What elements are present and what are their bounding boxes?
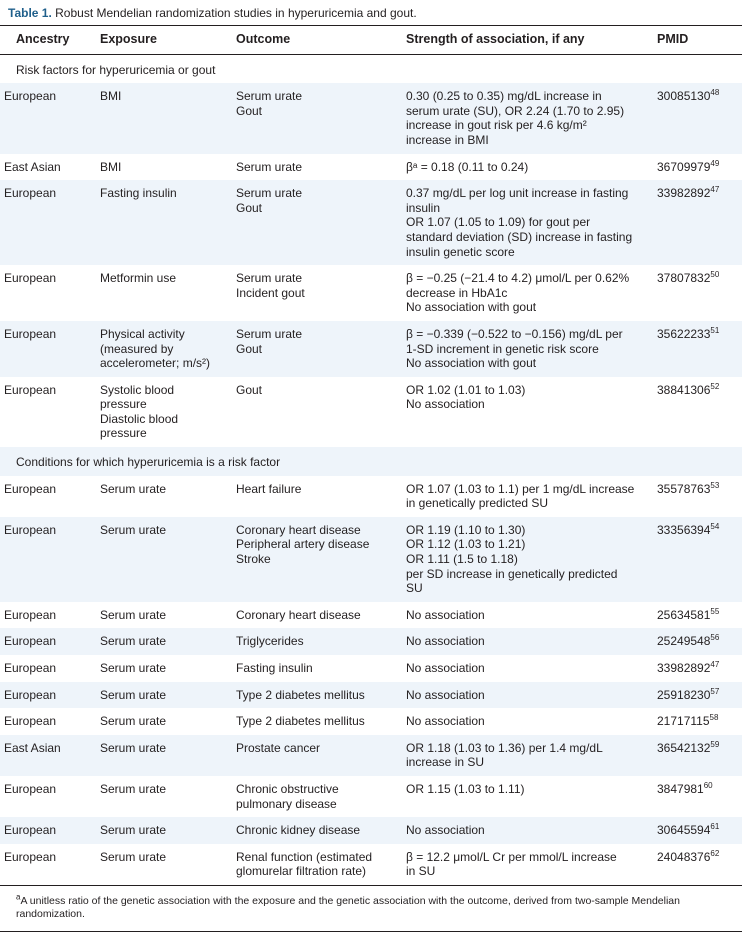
cell-outcome — [232, 817, 402, 844]
strength-line: No association — [406, 823, 485, 838]
strength-line: in SU — [406, 864, 436, 879]
strength-line: 0.37 mg/dL per log unit increase in fasting — [406, 186, 629, 201]
cell-strength — [402, 776, 653, 817]
cell-strength — [402, 682, 653, 709]
pmid-value: 33356394 — [657, 522, 711, 537]
table-body — [0, 54, 742, 885]
exposure-line: accelerometer; m/s²) — [100, 356, 211, 371]
table-footnote — [0, 885, 742, 932]
reference-number: 61 — [710, 822, 720, 832]
cell-outcome — [232, 83, 402, 153]
cell-exposure — [96, 265, 232, 321]
outcome-line: Renal function (estimated — [236, 849, 373, 864]
cell-strength — [402, 735, 653, 776]
pmid-value: 37807832 — [657, 271, 711, 286]
cell-outcome — [232, 476, 402, 517]
cell-ancestry: European — [4, 661, 57, 675]
cell-strength — [402, 476, 653, 517]
strength-line: No association — [406, 661, 485, 675]
strength-line: 0.30 (0.25 to 0.35) mg/dL increase in — [406, 89, 602, 104]
header-row — [0, 26, 742, 55]
strength-line: No association with gout — [406, 356, 537, 371]
reference-number: 49 — [710, 158, 720, 168]
cell-outcome — [232, 180, 402, 265]
exposure-line: Serum urate — [100, 607, 167, 622]
cell-strength — [402, 377, 653, 447]
cell-exposure — [96, 844, 232, 885]
outcome-line: Incident gout — [236, 285, 305, 300]
strength-line: β = −0.339 (−0.522 to −0.156) mg/dL per — [406, 326, 623, 341]
cell-pmid — [653, 180, 742, 265]
reference-number: 56 — [710, 633, 720, 643]
exposure-line: Metformin use — [100, 271, 177, 286]
footnote-text: A unitless ratio of the genetic association with the exposure and the genetic association with the outcome, derived from two-sample Mendelian randomization. — [16, 894, 680, 921]
exposure-line: Serum urate — [100, 740, 167, 755]
pmid-value: 38841306 — [657, 382, 711, 397]
outcome-line: Serum urate — [236, 89, 303, 104]
exposure-line: Serum urate — [100, 781, 167, 796]
exposure-line: Systolic blood — [100, 382, 175, 397]
pmid-value: 3847981 — [657, 781, 704, 796]
strength-line: per SD increase in genetically predicted — [406, 566, 618, 581]
cell-exposure — [96, 377, 232, 447]
pmid-value: 25634581 — [657, 607, 711, 622]
cell-exposure — [96, 817, 232, 844]
exposure-line: Serum urate — [100, 849, 167, 864]
cell-outcome — [232, 844, 402, 885]
table-row — [0, 180, 742, 265]
exposure-line: (measured by — [100, 341, 174, 356]
cell-outcome — [232, 321, 402, 377]
cell-exposure — [96, 682, 232, 709]
cell-pmid — [653, 83, 742, 153]
cell-strength — [402, 83, 653, 153]
cell-outcome — [232, 517, 402, 602]
outcome-line: Triglycerides — [236, 634, 304, 649]
strength-line: increase in SU — [406, 755, 485, 770]
strength-line: No association — [406, 634, 485, 649]
strength-line: OR 1.02 (1.01 to 1.03) — [406, 382, 526, 397]
pmid-value: 33982892 — [657, 661, 711, 675]
exposure-line: BMI — [100, 89, 122, 104]
reference-number: 54 — [710, 521, 720, 531]
reference-number: 59 — [710, 739, 720, 749]
table-row — [0, 655, 742, 682]
cell-strength — [402, 180, 653, 265]
section-row — [0, 447, 742, 476]
strength-line: OR 1.11 (1.5 to 1.18) — [406, 552, 518, 567]
cell-exposure — [96, 517, 232, 602]
cell-pmid — [653, 708, 742, 735]
cell-strength — [402, 321, 653, 377]
pmid-value: 30645594 — [657, 823, 711, 838]
cell-exposure — [96, 476, 232, 517]
strength-line: βᵃ = 0.18 (0.11 to 0.24) — [406, 159, 529, 174]
outcome-line: Serum urate — [236, 326, 303, 341]
cell-pmid — [653, 735, 742, 776]
reference-number: 52 — [710, 381, 720, 391]
table-row — [0, 321, 742, 377]
outcome-line: Gout — [236, 103, 263, 118]
header-pmid: PMID — [653, 26, 742, 55]
table-row — [0, 708, 742, 735]
strength-line: 1-SD increment in genetic risk score — [406, 341, 599, 356]
outcome-line: Serum urate — [236, 186, 303, 201]
table-row — [0, 735, 742, 776]
cell-pmid — [653, 817, 742, 844]
exposure-line: Diastolic blood — [100, 411, 179, 426]
reference-number: 53 — [710, 480, 720, 490]
cell-ancestry: European — [4, 607, 57, 622]
cell-pmid — [653, 476, 742, 517]
strength-line: No association — [406, 607, 485, 622]
table-row — [0, 844, 742, 885]
cell-exposure — [96, 708, 232, 735]
table-row — [0, 682, 742, 709]
outcome-line: Serum urate — [236, 271, 303, 286]
cell-pmid — [653, 265, 742, 321]
outcome-line: Fasting insulin — [236, 661, 313, 675]
reference-number: 47 — [710, 660, 720, 669]
strength-line: No association — [406, 687, 485, 702]
outcome-line: Prostate cancer — [236, 740, 321, 755]
strength-line: increase in gout risk per 4.6 kg/m² — [406, 118, 587, 133]
strength-line: OR 1.18 (1.03 to 1.36) per 1.4 mg/dL — [406, 740, 603, 755]
strength-line: increase in BMI — [406, 132, 489, 147]
cell-pmid — [653, 655, 742, 682]
cell-ancestry: European — [4, 271, 57, 286]
cell-pmid — [653, 517, 742, 602]
pmid-value: 36709979 — [657, 159, 711, 174]
table-row — [0, 517, 742, 602]
strength-line: serum urate (SU), OR 2.24 (1.70 to 2.95) — [406, 103, 625, 118]
table-row — [0, 265, 742, 321]
strength-line: in genetically predicted SU — [406, 496, 549, 511]
reference-number: 48 — [710, 88, 720, 98]
cell-ancestry: European — [0, 817, 96, 844]
exposure-line: Physical activity — [100, 326, 185, 341]
cell-ancestry: European — [4, 481, 57, 496]
cell-ancestry: European — [0, 180, 96, 265]
cell-strength — [402, 844, 653, 885]
table-row — [0, 83, 742, 153]
outcome-line: Type 2 diabetes mellitus — [236, 687, 365, 702]
strength-line: No association — [406, 397, 485, 412]
cell-strength — [402, 602, 653, 629]
cell-ancestry: European — [0, 628, 96, 655]
outcome-line: Peripheral artery disease — [236, 537, 370, 552]
cell-pmid — [653, 154, 742, 181]
table-row — [0, 377, 742, 447]
cell-exposure — [96, 655, 232, 682]
pmid-value: 33982892 — [657, 186, 711, 201]
exposure-line: Serum urate — [100, 714, 167, 729]
outcome-line: glomurelar filtration rate) — [236, 864, 367, 879]
strength-line: insulin genetic score — [406, 244, 515, 259]
header-exposure: Exposure — [96, 26, 232, 55]
pmid-value: 35622233 — [657, 326, 711, 341]
pmid-value: 30085130 — [657, 89, 711, 104]
exposure-line: Serum urate — [100, 522, 167, 537]
outcome-line: Heart failure — [236, 481, 302, 496]
reference-number: 57 — [710, 686, 720, 696]
cell-outcome — [232, 776, 402, 817]
exposure-line: Serum urate — [100, 661, 167, 675]
cell-exposure — [96, 602, 232, 629]
header-ancestry: Ancestry — [0, 26, 96, 55]
outcome-line: Gout — [236, 341, 263, 356]
cell-strength — [402, 708, 653, 735]
reference-number: 58 — [709, 713, 719, 723]
cell-pmid — [653, 776, 742, 817]
strength-line: No association — [406, 714, 485, 729]
cell-ancestry: European — [0, 682, 96, 709]
exposure-line: Serum urate — [100, 634, 167, 649]
pmid-value: 25918230 — [657, 687, 711, 702]
exposure-line: Serum urate — [100, 823, 167, 838]
table-caption — [0, 0, 749, 25]
exposure-line: Serum urate — [100, 481, 167, 496]
cell-ancestry: European — [4, 849, 57, 864]
outcome-line: Chronic kidney disease — [236, 823, 361, 838]
strength-line: OR 1.12 (1.03 to 1.21) — [406, 537, 526, 552]
cell-outcome — [232, 265, 402, 321]
strength-line: OR 1.19 (1.10 to 1.30) — [406, 522, 526, 537]
cell-strength — [402, 265, 653, 321]
outcome-line: Gout — [236, 200, 263, 215]
pmid-value: 25249548 — [657, 634, 711, 649]
table-label: Table 1. — [8, 6, 52, 20]
exposure-line: pressure — [100, 426, 147, 441]
strength-line: insulin — [406, 200, 441, 215]
footnote-mark: a — [16, 892, 21, 902]
table-row — [0, 602, 742, 629]
mr-studies-table — [0, 25, 742, 885]
section-heading: Conditions for which hyperuricemia is a risk factor — [0, 447, 742, 476]
section-row — [0, 54, 742, 83]
strength-line: SU — [406, 581, 423, 596]
cell-pmid — [653, 682, 742, 709]
pmid-value: 24048376 — [657, 849, 711, 864]
cell-strength — [402, 817, 653, 844]
cell-outcome — [232, 628, 402, 655]
cell-outcome — [232, 655, 402, 682]
cell-pmid — [653, 844, 742, 885]
cell-pmid — [653, 321, 742, 377]
cell-pmid — [653, 628, 742, 655]
cell-exposure — [96, 154, 232, 181]
strength-line: decrease in HbA1c — [406, 285, 508, 300]
strength-line: OR 1.07 (1.05 to 1.09) for gout per — [406, 215, 591, 230]
cell-pmid — [653, 602, 742, 629]
strength-line: β = 12.2 μmol/L Cr per mmol/L increase — [406, 849, 617, 864]
section-heading: Risk factors for hyperuricemia or gout — [16, 62, 216, 77]
reference-number: 55 — [710, 606, 720, 616]
reference-number: 51 — [710, 325, 720, 335]
pmid-value: 21717115 — [657, 714, 710, 729]
pmid-value: 36542132 — [657, 740, 711, 755]
cell-outcome — [232, 735, 402, 776]
strength-line: OR 1.15 (1.03 to 1.11) — [406, 781, 525, 796]
cell-outcome — [232, 377, 402, 447]
strength-line: No association with gout — [406, 300, 537, 315]
table-row — [0, 628, 742, 655]
table-row — [0, 154, 742, 181]
cell-strength — [402, 655, 653, 682]
outcome-line: Coronary heart disease — [236, 522, 361, 537]
cell-ancestry: European — [4, 382, 57, 397]
outcome-line: Serum urate — [236, 159, 303, 174]
cell-ancestry: European — [0, 321, 96, 377]
pmid-value: 35578763 — [657, 481, 711, 496]
cell-exposure — [96, 735, 232, 776]
outcome-line: pulmonary disease — [236, 796, 337, 811]
cell-exposure — [96, 83, 232, 153]
cell-ancestry: European — [0, 517, 96, 602]
exposure-line: pressure — [100, 397, 147, 412]
cell-strength — [402, 517, 653, 602]
cell-exposure — [96, 321, 232, 377]
cell-outcome — [232, 708, 402, 735]
reference-number: 47 — [710, 185, 720, 195]
table-row — [0, 776, 742, 817]
cell-ancestry: European — [4, 781, 57, 796]
cell-ancestry: East Asian — [4, 159, 61, 174]
header-strength: Strength of association, if any — [402, 26, 653, 55]
strength-line: standard deviation (SD) increase in fasting — [406, 229, 633, 244]
outcome-line: Coronary heart disease — [236, 607, 361, 622]
reference-number: 62 — [710, 848, 720, 858]
outcome-line: Chronic obstructive — [236, 781, 339, 796]
cell-outcome — [232, 154, 402, 181]
cell-ancestry: European — [4, 714, 57, 729]
reference-number: 50 — [710, 270, 720, 280]
cell-outcome — [232, 602, 402, 629]
outcome-line: Gout — [236, 382, 263, 397]
table-row — [0, 476, 742, 517]
cell-exposure — [96, 180, 232, 265]
exposure-line: BMI — [100, 159, 122, 174]
cell-pmid — [653, 377, 742, 447]
header-outcome: Outcome — [232, 26, 402, 55]
exposure-line: Serum urate — [100, 687, 167, 702]
exposure-line: Fasting insulin — [100, 186, 177, 201]
reference-number: 60 — [703, 780, 713, 790]
cell-exposure — [96, 628, 232, 655]
outcome-line: Stroke — [236, 552, 271, 567]
strength-line: OR 1.07 (1.03 to 1.1) per 1 mg/dL increase — [406, 481, 635, 496]
cell-ancestry: European — [0, 83, 96, 153]
cell-outcome — [232, 682, 402, 709]
table-row — [0, 817, 742, 844]
table-title: Robust Mendelian randomization studies in hyperuricemia and gout. — [55, 6, 417, 20]
cell-ancestry: East Asian — [0, 735, 96, 776]
cell-strength — [402, 154, 653, 181]
cell-exposure — [96, 776, 232, 817]
strength-line: β = −0.25 (−21.4 to 4.2) μmol/L per 0.62% — [406, 271, 630, 286]
outcome-line: Type 2 diabetes mellitus — [236, 714, 365, 729]
cell-strength — [402, 628, 653, 655]
